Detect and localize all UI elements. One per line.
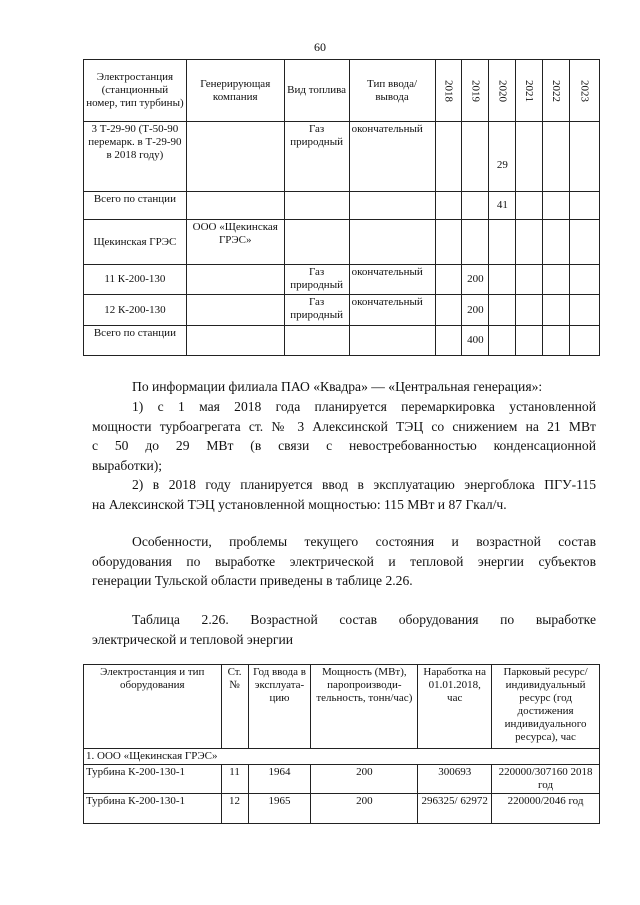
cell-2019: 200 [462, 295, 489, 326]
cell-station: Всего по станции [84, 326, 187, 356]
cell-fuel [284, 192, 349, 220]
cell-2022 [543, 265, 570, 295]
table-row [84, 295, 600, 326]
cell-2018 [435, 295, 462, 326]
paragraph-item-1: 1) с 1 мая 2018 года планируется перемаркировка установленной мощности турбоагрегата ст. № 3 Алексинской ТЭЦ со снижением на 21 МВт с 50 до 29 МВт (в связи с невостребованностью конденсационной выработки); [92, 399, 596, 473]
equipment-age-table [83, 664, 600, 824]
cell-fuel: Газ природный [284, 122, 349, 192]
cell-hours: 296325/ 62972 [418, 794, 492, 824]
cell-io-type [349, 326, 435, 356]
cell-2019 [462, 220, 489, 265]
commissioning-table [83, 59, 600, 356]
header-station: Электростанция (станционный номер, тип турбины) [84, 60, 187, 122]
header-year-2018: 2018 [435, 60, 462, 122]
header-year: Год ввода в эксплуата- цию [248, 665, 311, 749]
cell-2022 [543, 192, 570, 220]
cell-2023 [570, 265, 600, 295]
cell-station: 3 Т-29-90 (Т-50-90 перемарк. в Т-29-90 в 2018 году) [84, 122, 187, 192]
cell-2019 [462, 122, 489, 192]
cell-hours: 300693 [418, 765, 492, 794]
cell-2021 [516, 326, 543, 356]
table-row [84, 765, 600, 794]
table-row [84, 192, 600, 220]
cell-2023 [570, 220, 600, 265]
cell-fuel [284, 326, 349, 356]
cell-station: Щекинская ГРЭС [84, 220, 187, 265]
cell-2019: 200 [462, 265, 489, 295]
cell-2022 [543, 326, 570, 356]
cell-2018 [435, 220, 462, 265]
cell-2021 [516, 295, 543, 326]
table-row [84, 265, 600, 295]
header-hours: Наработка на 01.01.2018, час [418, 665, 492, 749]
cell-2022 [543, 295, 570, 326]
cell-year: 1965 [248, 794, 311, 824]
cell-2021 [516, 122, 543, 192]
cell-2020 [489, 295, 516, 326]
cell-2020: 29 [489, 122, 516, 192]
table-caption: Таблица 2.26. Возрастной состав оборудования по выработке электрической и тепловой энергии [92, 612, 596, 647]
cell-capacity: 200 [311, 765, 418, 794]
header-capacity: Мощность (МВт), паропроизводи- тельность, тонн/час) [311, 665, 418, 749]
cell-2018 [435, 326, 462, 356]
section-label: 1. ООО «Щекинская ГРЭС» [84, 749, 600, 765]
header-station-equipment: Электростанция и тип оборудования [84, 665, 222, 749]
header-st-no: Ст. № [221, 665, 248, 749]
cell-2020 [489, 265, 516, 295]
cell-2021 [516, 220, 543, 265]
page-number: 60 [314, 40, 326, 54]
cell-2022 [543, 122, 570, 192]
paragraph-item-2: 2) в 2018 году планируется ввод в эксплуатацию энергоблока ПГУ-115 на Алексинской ТЭЦ установленной мощностью: 115 МВт и 87 Гкал/ч. [92, 477, 596, 512]
header-year-2020: 2020 [489, 60, 516, 122]
cell-station: Всего по станции [84, 192, 187, 220]
cell-company: ООО «Щекинская ГРЭС» [186, 220, 284, 265]
cell-2020 [489, 220, 516, 265]
header-year-2021: 2021 [516, 60, 543, 122]
cell-2019 [462, 192, 489, 220]
cell-station: 11 К-200-130 [84, 265, 187, 295]
cell-station: 12 К-200-130 [84, 295, 187, 326]
table-header-row [84, 665, 600, 749]
table-row [84, 220, 600, 265]
cell-2020: 41 [489, 192, 516, 220]
cell-io-type: окончательный [349, 122, 435, 192]
header-year-2022: 2022 [543, 60, 570, 122]
cell-capacity: 200 [311, 794, 418, 824]
header-year-2019: 2019 [462, 60, 489, 122]
table-row [84, 122, 600, 192]
cell-st-no: 12 [221, 794, 248, 824]
cell-2023 [570, 192, 600, 220]
table-header-row [84, 60, 600, 122]
cell-company [186, 295, 284, 326]
cell-2023 [570, 122, 600, 192]
header-io-type: Тип ввода/вывода [349, 60, 435, 122]
cell-resource: 220000/2046 год [492, 794, 600, 824]
header-year-2023: 2023 [570, 60, 600, 122]
cell-equipment: Турбина К-200-130-1 [84, 794, 222, 824]
cell-fuel: Газ природный [284, 265, 349, 295]
cell-2021 [516, 265, 543, 295]
cell-year: 1964 [248, 765, 311, 794]
cell-2018 [435, 192, 462, 220]
cell-2019: 400 [462, 326, 489, 356]
cell-io-type [349, 192, 435, 220]
cell-io-type: окончательный [349, 265, 435, 295]
cell-2022 [543, 220, 570, 265]
cell-io-type: окончательный [349, 295, 435, 326]
paragraph-kvadra-info: По информации филиала ПАО «Квадра» — «Центральная генерация»: [132, 379, 543, 394]
cell-2023 [570, 295, 600, 326]
cell-equipment: Турбина К-200-130-1 [84, 765, 222, 794]
header-resource: Парковый ресурс/ индивидуальный ресурс (год достижения индивидуального ресурса), час [492, 665, 600, 749]
cell-2023 [570, 326, 600, 356]
cell-2020 [489, 326, 516, 356]
header-company: Генерирующая компания [186, 60, 284, 122]
paragraph-features: Особенности, проблемы текущего состояния и возрастной состав оборудования по выработке электрической и тепловой энергии субъектов генерации Тульской области приведены в таблице 2.26. [92, 534, 596, 588]
cell-2018 [435, 122, 462, 192]
header-fuel: Вид топлива [284, 60, 349, 122]
cell-resource: 220000/307160 2018 год [492, 765, 600, 794]
cell-company [186, 326, 284, 356]
cell-st-no: 11 [221, 765, 248, 794]
cell-company [186, 122, 284, 192]
section-row [84, 749, 600, 765]
cell-2018 [435, 265, 462, 295]
cell-company [186, 192, 284, 220]
table-row [84, 326, 600, 356]
table-row [84, 794, 600, 824]
cell-2021 [516, 192, 543, 220]
cell-fuel [284, 220, 349, 265]
cell-company [186, 265, 284, 295]
cell-fuel: Газ природный [284, 295, 349, 326]
cell-io-type [349, 220, 435, 265]
